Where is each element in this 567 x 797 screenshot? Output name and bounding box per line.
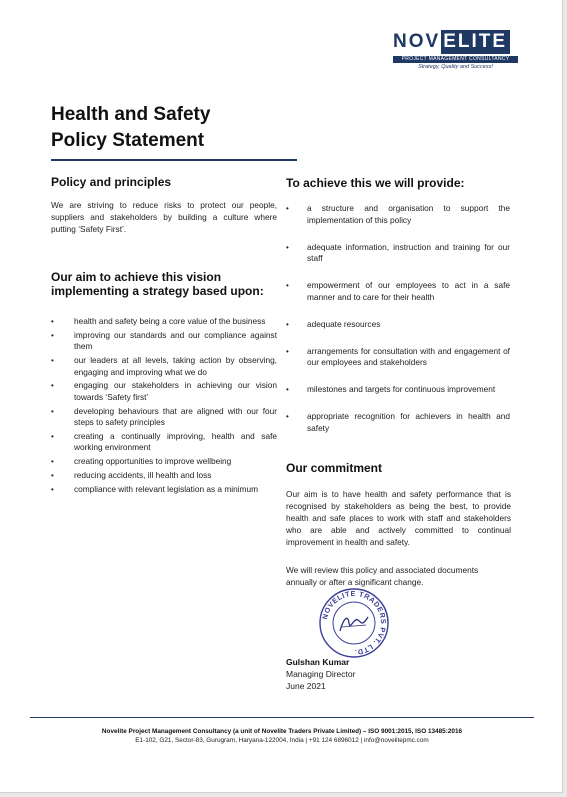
bullet-icon: • bbox=[51, 431, 54, 441]
bullet-icon: • bbox=[286, 412, 289, 421]
provide-list bbox=[286, 203, 510, 450]
title-line-1: Health and Safety bbox=[51, 104, 211, 125]
bullet-icon: • bbox=[286, 385, 289, 394]
signatory-name: Gulshan Kumar bbox=[286, 657, 350, 667]
provide-heading: To achieve this we will provide: bbox=[286, 176, 465, 190]
review-text: We will review this policy and associated documents annually or after a significant change. bbox=[286, 565, 479, 587]
bullet-icon: • bbox=[51, 471, 54, 481]
title-line-2: Policy Statement bbox=[51, 130, 205, 151]
policy-text: We are striving to reduce risks to protect our people, suppliers and stakeholders by building a culture where putting ‘Safety First’. bbox=[51, 200, 277, 234]
list-item: • adequate information, instruction and training for our staff bbox=[286, 241, 510, 263]
bullet-icon: • bbox=[286, 319, 289, 329]
commitment-heading: Our commitment bbox=[286, 461, 383, 475]
bullet-icon: • bbox=[51, 330, 54, 340]
policy-heading: Policy and principles bbox=[51, 175, 172, 189]
list-item: • improving our standards and our compliance against them bbox=[51, 329, 277, 352]
footer-company-line: Novelite Project Management Consultancy (a unit of Novelite Traders Private Limited) – ISO 9001:2015, ISO 13485:2016 bbox=[101, 728, 463, 735]
logo-nov-text: NOV bbox=[393, 31, 441, 52]
bullet-icon: • bbox=[51, 381, 54, 391]
list-item: • milestones and targets for continuous improvement bbox=[286, 384, 496, 394]
bullet-icon: • bbox=[51, 406, 54, 416]
company-stamp-icon bbox=[318, 587, 390, 659]
signature-date: June 2021 bbox=[286, 681, 326, 691]
list-item: • our leaders at all levels, taking action by observing, engaging and improving what we do bbox=[51, 355, 277, 377]
list-item: • creating opportunities to improve wellbeing bbox=[51, 456, 232, 467]
bullet-icon: • bbox=[51, 356, 54, 366]
list-item: • health and safety being a core value of the business bbox=[51, 316, 266, 326]
list-item: • developing behaviours that are aligned with our four steps to safety principles bbox=[51, 405, 277, 428]
bullet-icon: • bbox=[286, 204, 289, 213]
company-logo bbox=[393, 30, 518, 75]
list-item: • empowerment of our employees to act in a safe manner and to care for their health bbox=[286, 280, 510, 302]
aim-list bbox=[51, 316, 277, 498]
page-title bbox=[51, 102, 210, 154]
aim-heading: Our aim to achieve this vision implementing a strategy based upon: bbox=[51, 270, 264, 298]
logo-tagline: Strategy, Quality and Success! bbox=[418, 64, 493, 70]
bullet-icon: • bbox=[286, 281, 289, 290]
list-item: • adequate resources bbox=[286, 318, 381, 329]
footer-contact-line: E1-102, G21, Sector-83, Gurugram, Haryana-122004, India | +91 124 6896012 | info@novelitepmc.com bbox=[135, 737, 429, 744]
list-item: • engaging our stakeholders in achieving our vision towards ‘Safety first’ bbox=[51, 380, 277, 402]
logo-elite-text: ELITE bbox=[441, 30, 510, 54]
handwritten-signature bbox=[340, 617, 368, 631]
bullet-icon: • bbox=[51, 317, 54, 326]
commitment-text: Our aim is to have health and safety performance that is recognised by stakeholders as being the best, to provide health and safe places to work with staff and stakeholders who are able and actively committed to continual improvement in health and safety. bbox=[286, 489, 511, 547]
footer-divider bbox=[30, 717, 534, 718]
list-item: • a structure and organisation to support the implementation of this policy bbox=[286, 203, 510, 225]
logo-wordmark bbox=[393, 30, 518, 54]
list-item: • reducing accidents, ill health and loss bbox=[51, 470, 212, 481]
title-underline bbox=[51, 159, 297, 161]
signatory-role: Managing Director bbox=[286, 669, 356, 679]
logo-subtitle: PROJECT MANAGEMENT CONSULTANCY bbox=[393, 56, 518, 63]
list-item: • compliance with relevant legislation as a minimum bbox=[51, 483, 258, 494]
stamp-ring-text: NOVELITE TRADERS PVT. LTD. bbox=[320, 588, 389, 658]
bullet-icon: • bbox=[286, 346, 289, 356]
list-item: • creating a continually improving, health and safe working environment bbox=[51, 430, 277, 453]
list-item: • arrangements for consultation with and engagement of our employees and stakeholders bbox=[286, 345, 510, 367]
bullet-icon: • bbox=[51, 457, 54, 467]
list-item: • appropriate recognition for achievers in health and safety bbox=[286, 411, 510, 433]
bullet-icon: • bbox=[51, 484, 54, 494]
bullet-icon: • bbox=[286, 242, 289, 252]
